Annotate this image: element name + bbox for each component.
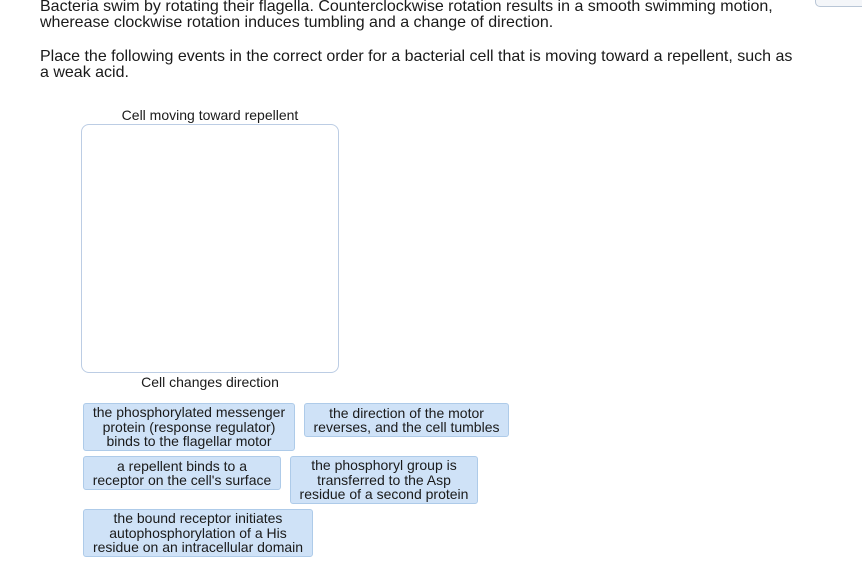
tile-text-line: a repellent binds to a <box>117 457 247 474</box>
question-prompt-line-1: Place the following events in the correct order for a bacterial cell that is moving toward a repellent, such as <box>40 48 793 65</box>
tile-text-line: the phosphoryl group is <box>311 457 457 474</box>
draggable-event-tile[interactable] <box>83 403 295 451</box>
ordering-bottom-label: Cell changes direction <box>141 374 279 390</box>
ordering-drop-zone[interactable] <box>81 124 339 373</box>
top-right-button[interactable] <box>815 0 862 7</box>
tile-text-line: residue of a second protein <box>299 486 469 503</box>
tile-text-line: the phosphorylated messenger <box>92 404 286 421</box>
tile-text-line: protein (response regulator) <box>102 418 276 435</box>
tile-text-line: residue on an intracellular domain <box>92 539 304 556</box>
tile-text-line: reverses, and the cell tumbles <box>313 419 500 435</box>
intro-text-line-1: Bacteria swim by rotating their flagella. Counterclockwise rotation results in a smooth swimming motion, <box>40 0 773 15</box>
tile-text-line: binds to the flagellar motor <box>106 433 272 450</box>
tile-text-line: the direction of the motor <box>329 404 484 421</box>
draggable-event-tile[interactable] <box>290 456 478 504</box>
question-prompt-line-2: a weak acid. <box>40 64 129 81</box>
draggable-event-tile[interactable] <box>83 509 313 557</box>
draggable-event-tile[interactable] <box>83 456 281 490</box>
draggable-event-tile[interactable] <box>304 403 509 437</box>
tile-text-line: transferred to the Asp <box>317 471 451 488</box>
tile-text-line: autophosphorylation of a His <box>109 524 287 541</box>
tile-text-line: the bound receptor initiates <box>113 510 283 527</box>
tile-text-line: receptor on the cell's surface <box>92 472 272 488</box>
intro-text-line-2: wherease clockwise rotation induces tumbling and a change of direction. <box>40 14 554 31</box>
ordering-top-label: Cell moving toward repellent <box>121 107 299 123</box>
